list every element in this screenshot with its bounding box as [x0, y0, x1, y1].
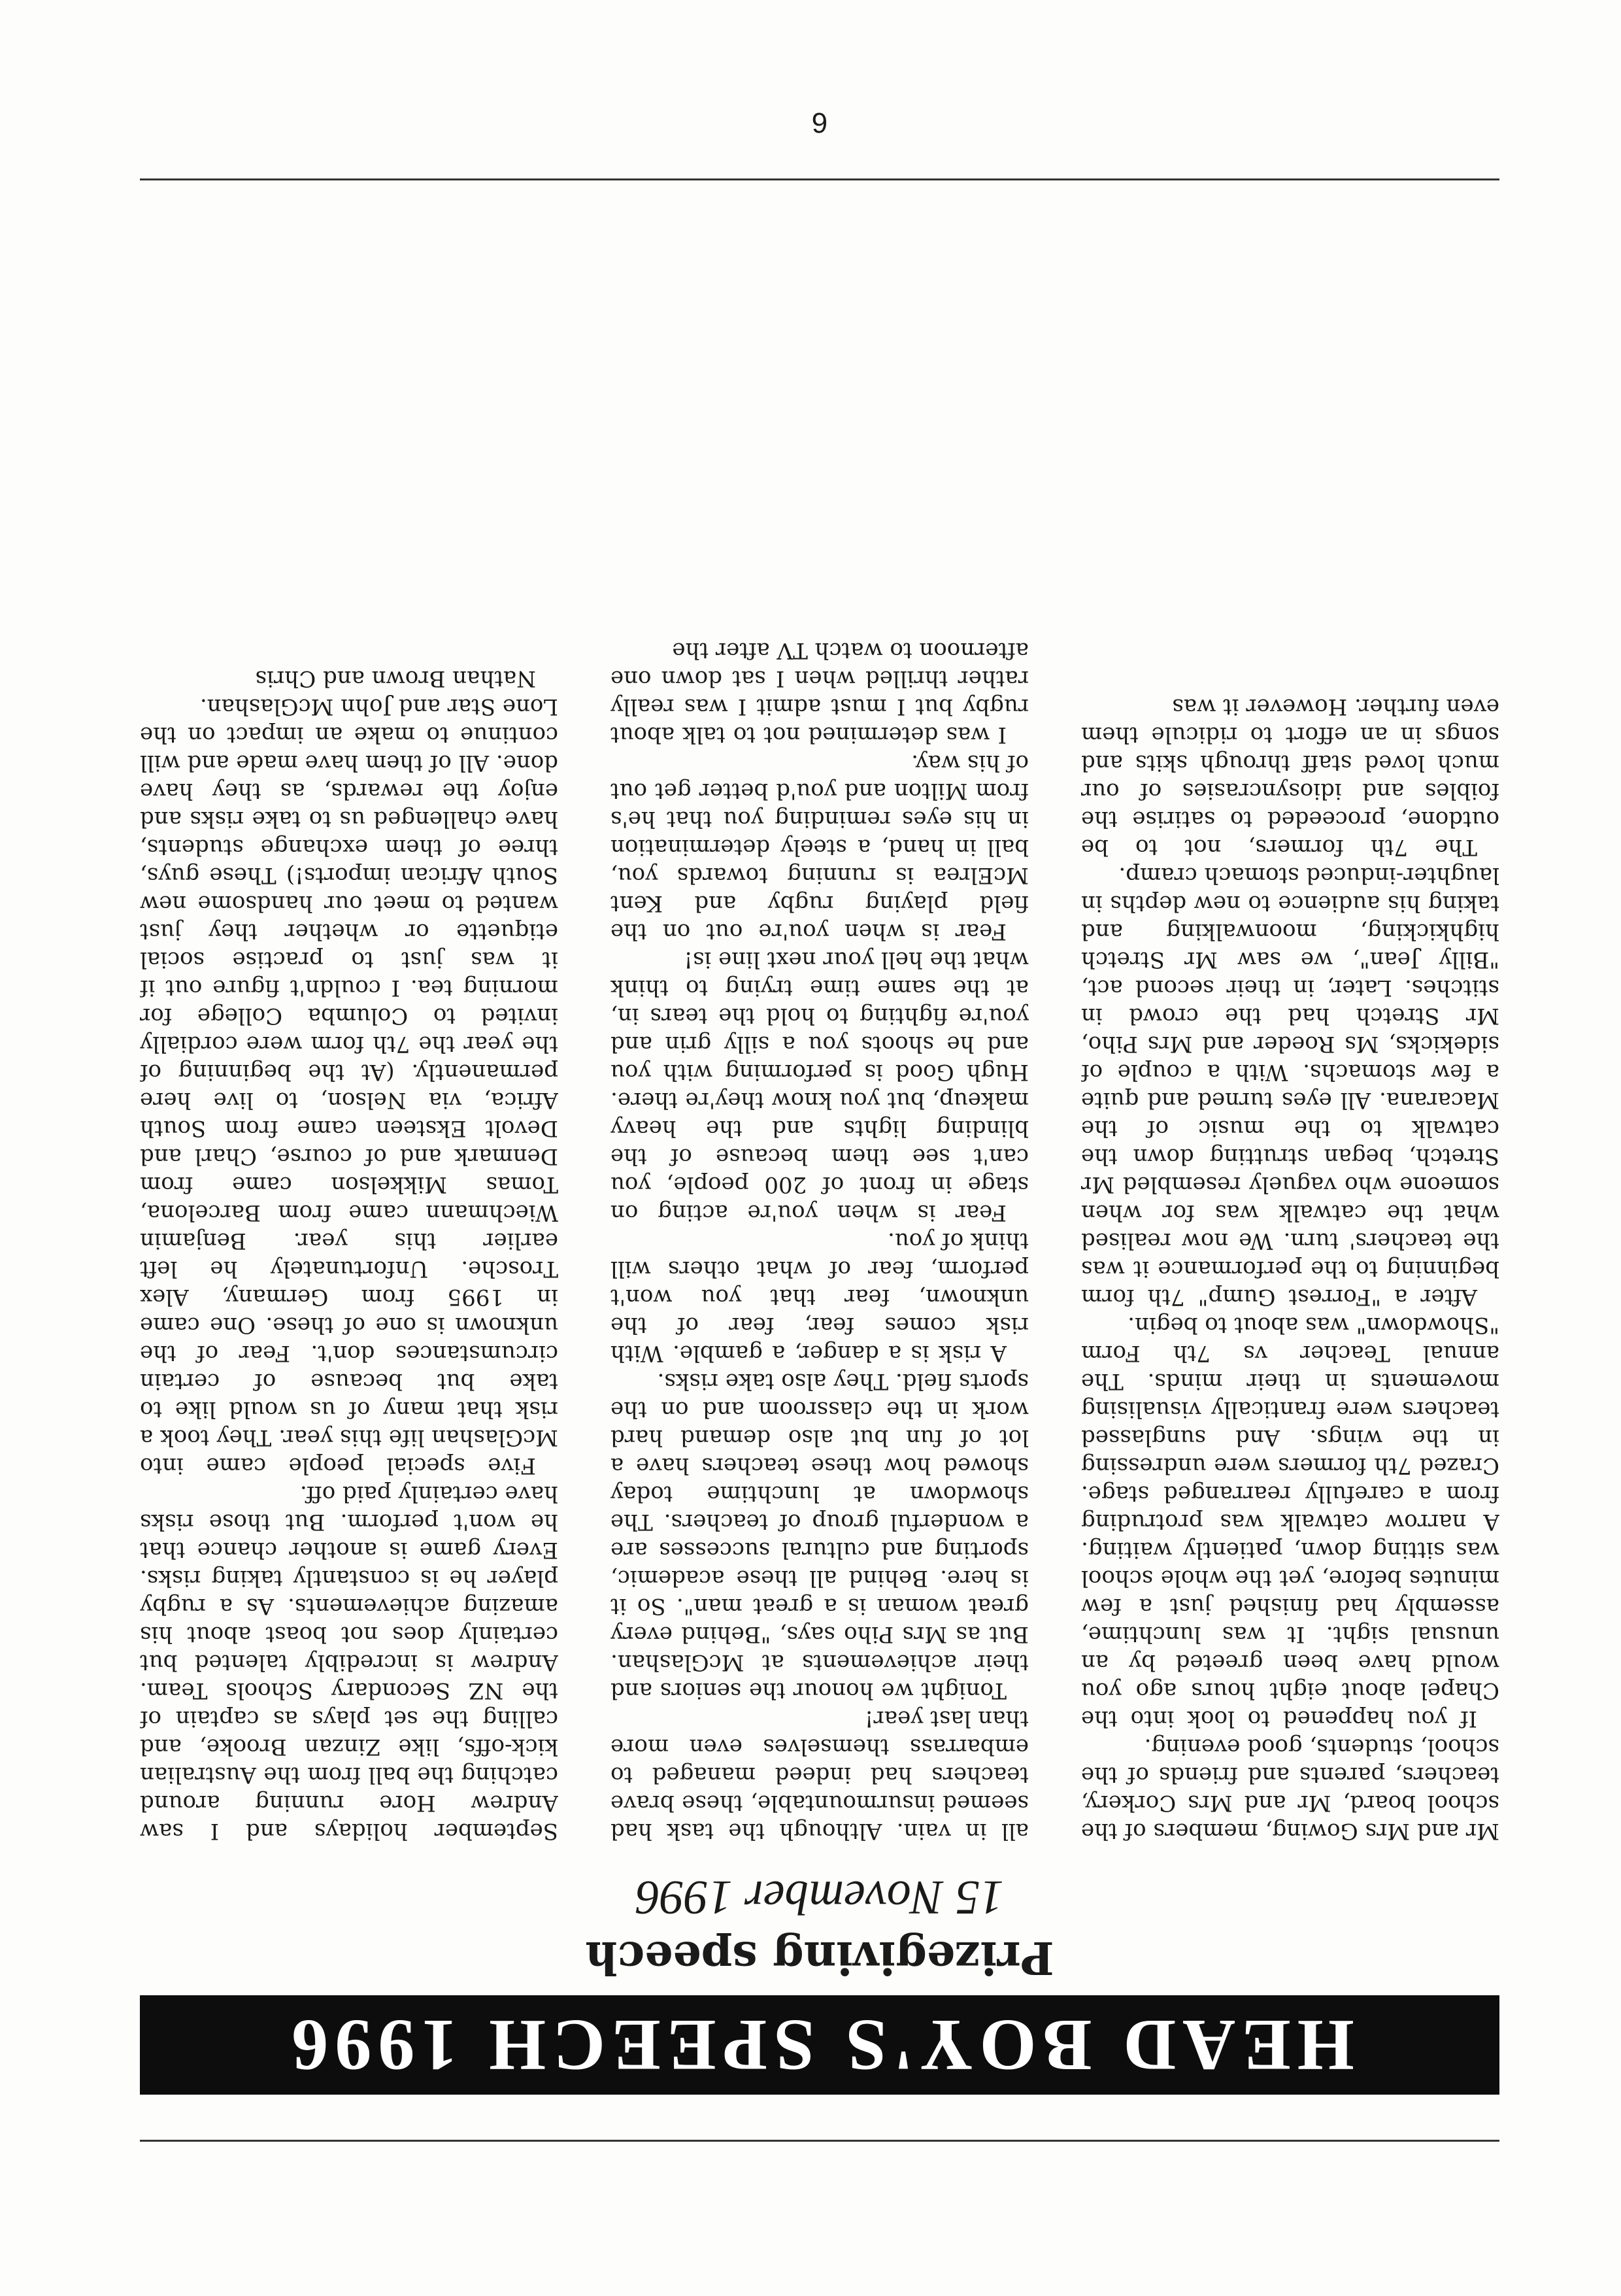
text-column-2 [610, 256, 1029, 1845]
header-rule [140, 2140, 1499, 2142]
paragraph: Five special people came into McGlashan life this year. They took a risk that many of us would like to take but because of certain circumstances don't. Fear of the unknown is one of these. One came in 1995 from Germany, Alex Trosche. Unfortunately he left earlier this year. Benjamin Wiechmann came from Barcelona, Tomas Mikkelson came from Denmark and of course, Charl and Devolt Eksteen came from South Africa, via Nelson, to live here permanently. (At the beginning of the year the 7th form were cordially invited to Columba College for morning tea. I couldn't figure out if it was just to practise social etiquette or whether they just wanted to meet our handsome new South African imports!) These guys, three of them exchange students, have challenged us to take risks and enjoy the rewards, as they have done. All of them have made and will continue to make an impact on the Lone Star and John McGlashan. [140, 694, 558, 1479]
paragraph: September holidays and I saw Andrew Hore running around catching the ball from the Australian kick-offs, like Zinzan Brooke, and calling the set plays as captain of the NZ Secondary Schools Team. Andrew is incredibly talented but certainly does not boast about his amazing achievements. As a rugby player he is constantly taking risks. Every game is another chance that he won't perform. But those risks have certainly paid off. [140, 1481, 558, 1844]
paragraph: If you happened to look into the Chapel about eight hours ago you would have been greeted by an unusual sight. It was lunchtime, assembly had finished just a few minutes before, yet the whole school was sitting down, patiently waiting. A narrow catwalk was protruding from a carefully rearranged stage. Crazed 7th formers were undressing in the wings. And sunglassed teachers were frantically visualising movements in their minds. The annual Teacher vs 7th Form "Showdown" was about to begin. [1081, 1312, 1499, 1732]
paragraph: all in vain. Although the task had seemed insurmountable, these brave teachers had indeed managed to embarrass themselves even more than last year! [610, 1706, 1029, 1844]
paragraph: Fear is when you're acting on stage in front of 200 people, you can't see them because of the blinding lights and the heavy makeup, but you know they're there. Hugh Good is performing with you and he shoots you a silly grin and you're fighting to hold the tears in, at the same time trying to think what the hell your next line is! [610, 947, 1029, 1226]
paragraph: Fear is when you're out on the field playing rugby and Kent McElrea is running towards you, ball in hand, a steely determination in his eyes reminding you that he's from Milton and you'd better get out of his way. [610, 750, 1029, 945]
speech-date: 15 November 1996 [635, 1870, 1004, 1924]
paragraph: After a "Forrest Gump" 7th form beginning to the performance it was the teachers' turn. We now realised what the catwalk was for when someone who vaguely resembled Mr Stretch, began strutting down the catwalk to the music of the Macarana. All eyes turned and quite a few stomachs. With a couple of sidekicks, Ms Roeder and Mrs Piho, Mr Stretch had the crowd in stitches. Later, in their second act, "Billy Jean", we saw Mr Stretch highkicking, moonwalking and taking his audience to new depths in laughter-induced stomach cramp. [1081, 862, 1499, 1310]
page-subtitle: Prizegiving speech [585, 1931, 1054, 1984]
page-number: 6 [811, 107, 828, 139]
footer-rule [140, 178, 1499, 180]
paragraph: Mr and Mrs Gowing, members of the school board, Mr and Mrs Corkery, teachers, parents and friends of the school, students, good evening. [1081, 1734, 1499, 1844]
banner-title: HEAD BOY'S SPEECH 1996 [140, 1995, 1499, 2095]
paragraph: Nathan Brown and Chris [255, 666, 536, 692]
paragraph: Tonight we honour the seniors and their achievements at McGlashan. But as Mrs Piho says, "Behind every great woman is a great man". So it is here. Behind all these academic, sporting and cultural successes are a wonderful group of teachers. The showdown at lunchtime today showed how these teachers have a lot of fun but also demand hard work in the classroom and on the sports field. They also take risks. [610, 1368, 1029, 1704]
text-column-3 [140, 256, 558, 1845]
paragraph: The 7th formers, not to be outdone, proceeded to satirise the foibles and idiosyncrasies of our much loved staff through skits and songs in an effort to ridicule them even further. However it was [1081, 694, 1499, 860]
paragraph: I was determined not to talk about rugby but I must admit I was really rather thrilled when I sat down one afternoon to watch TV after the [610, 637, 1029, 748]
paragraph: A risk is a danger, a gamble. With risk comes fear, fear of the unknown, fear that you won't perform, fear of what others will think of you. [610, 1228, 1029, 1366]
text-column-1 [1081, 256, 1499, 1845]
